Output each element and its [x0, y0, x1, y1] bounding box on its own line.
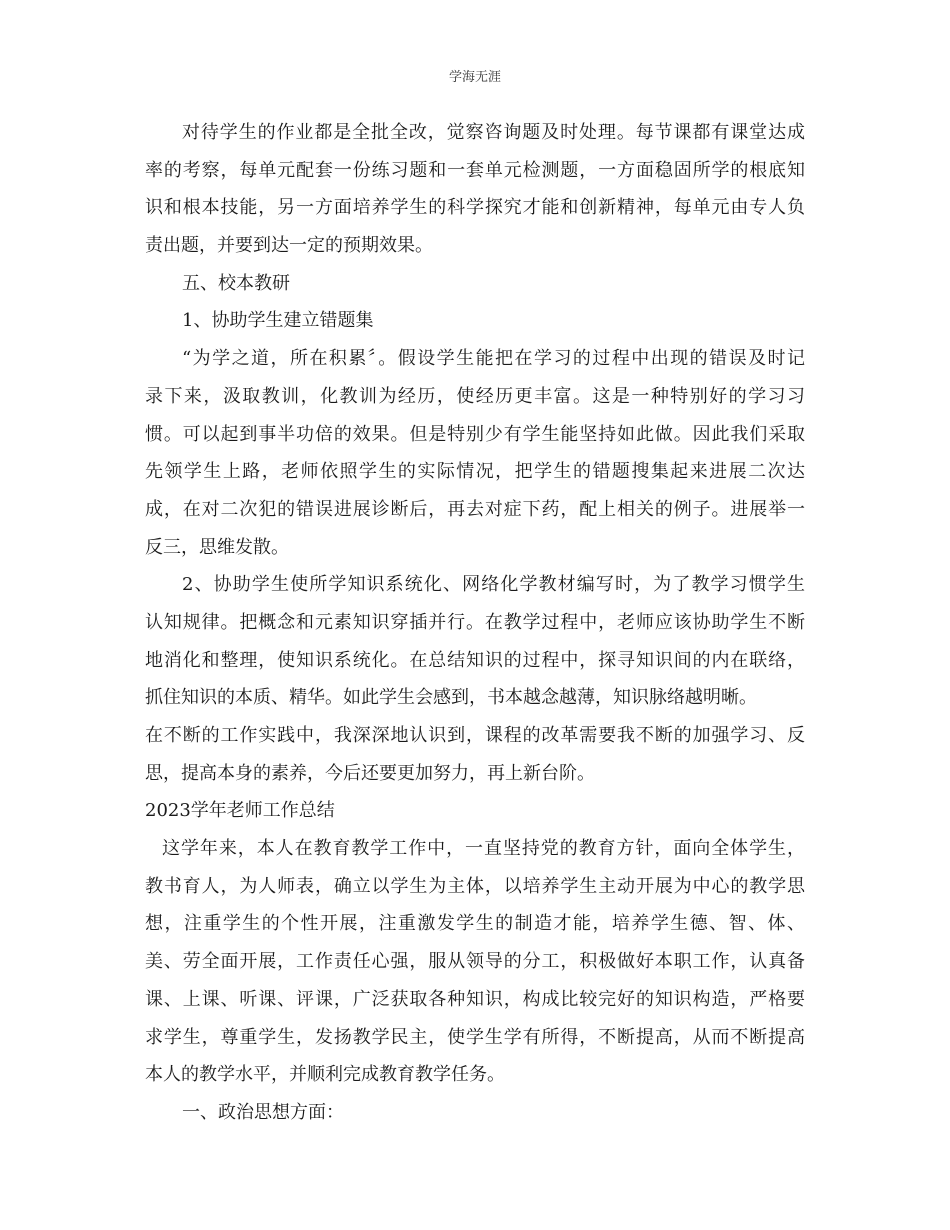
paragraph-line: 成，在对二次犯的错误进展诊断后，再去对症下药，配上相关的例子。进展举一 — [145, 498, 805, 520]
paragraph-line: 对待学生的作业都是全批全改，觉察咨询题及时处理。每节课都有课堂达成 — [182, 122, 805, 143]
subsection-heading: 1、协助学生建立错题集 — [182, 310, 374, 332]
section-heading: 一、政治思想方面： — [182, 1101, 344, 1123]
page-header: 学海无涯 — [448, 70, 501, 85]
paragraph-line: 本人的教学水平，并顺利完成教育教学任务。 — [145, 1064, 505, 1086]
section-heading: 五、校本教研 — [182, 272, 290, 294]
paragraph-line: 识和根本技能，另一方面培养学生的科学探究才能和创新精神，每单元由专人负 — [145, 197, 805, 219]
paragraph-line: 地消化和整理，使知识系统化。在总结知识的过程中，探寻知识间的内在联络， — [145, 649, 805, 671]
paragraph-line: 先领学生上路，老师依照学生的实际情况，把学生的错题搜集起来进展二次达 — [145, 461, 805, 483]
paragraph-line: 2、协助学生使所学知识系统化、网络化学教材编写时，为了教学习惯学生 — [182, 574, 805, 596]
paragraph-line: 惯。可以起到事半功倍的效果。但是特别少有学生能坚持如此做。因此我们采取 — [145, 423, 805, 445]
paragraph-line: 课、上课、听课、评课，广泛获取各种知识，构成比较完好的知识构造，严格要 — [145, 988, 805, 1010]
document-title: 2023学年老师工作总结 — [145, 800, 335, 822]
document-body — [145, 114, 805, 1132]
paragraph-line: 这学年来，本人在教育教学工作中，一直坚持党的教育方针，面向全体学生， — [162, 838, 805, 860]
paragraph-line: 率的考察，每单元配套一份练习题和一套单元检测题，一方面稳固所学的根底知 — [145, 159, 805, 181]
paragraph-line: 在不断的工作实践中，我深深地认识到，课程的改革需要我不断的加强学习、反 — [145, 725, 805, 746]
paragraph-line: 抓住知识的本质、精华。如此学生会感到，书本越念越薄，知识脉络越明晰。 — [145, 687, 757, 709]
paragraph-line: 美、劳全面开展，工作责任心强，服从领导的分工，积极做好本职工作，认真备 — [145, 951, 805, 973]
paragraph-line: 认知规律。把概念和元素知识穿插并行。在教学过程中，老师应该协助学生不断 — [145, 611, 805, 633]
paragraph-line: 教书育人，为人师表，确立以学生为主体，以培养学生主动开展为中心的教学思 — [145, 875, 805, 897]
paragraph-line: “为学之道，所在积累〞。假设学生能把在学习的过程中出现的错误及时记 — [182, 348, 805, 370]
paragraph-line: 录下来，汲取教训，化教训为经历，使经历更丰富。这是一种特别好的学习习 — [145, 385, 805, 407]
paragraph-line: 想，注重学生的个性开展，注重激发学生的制造才能，培养学生德、智、体、 — [145, 913, 805, 935]
paragraph-line: 责出题，并要到达一定的预期效果。 — [145, 235, 433, 257]
paragraph-line: 求学生，尊重学生，发扬教学民主，使学生学有所得，不断提高，从而不断提高 — [145, 1026, 805, 1048]
paragraph-line: 思，提高本身的素养，今后还要更加努力，再上新台阶。 — [145, 762, 595, 784]
paragraph-line: 反三，思维发散。 — [145, 536, 289, 558]
